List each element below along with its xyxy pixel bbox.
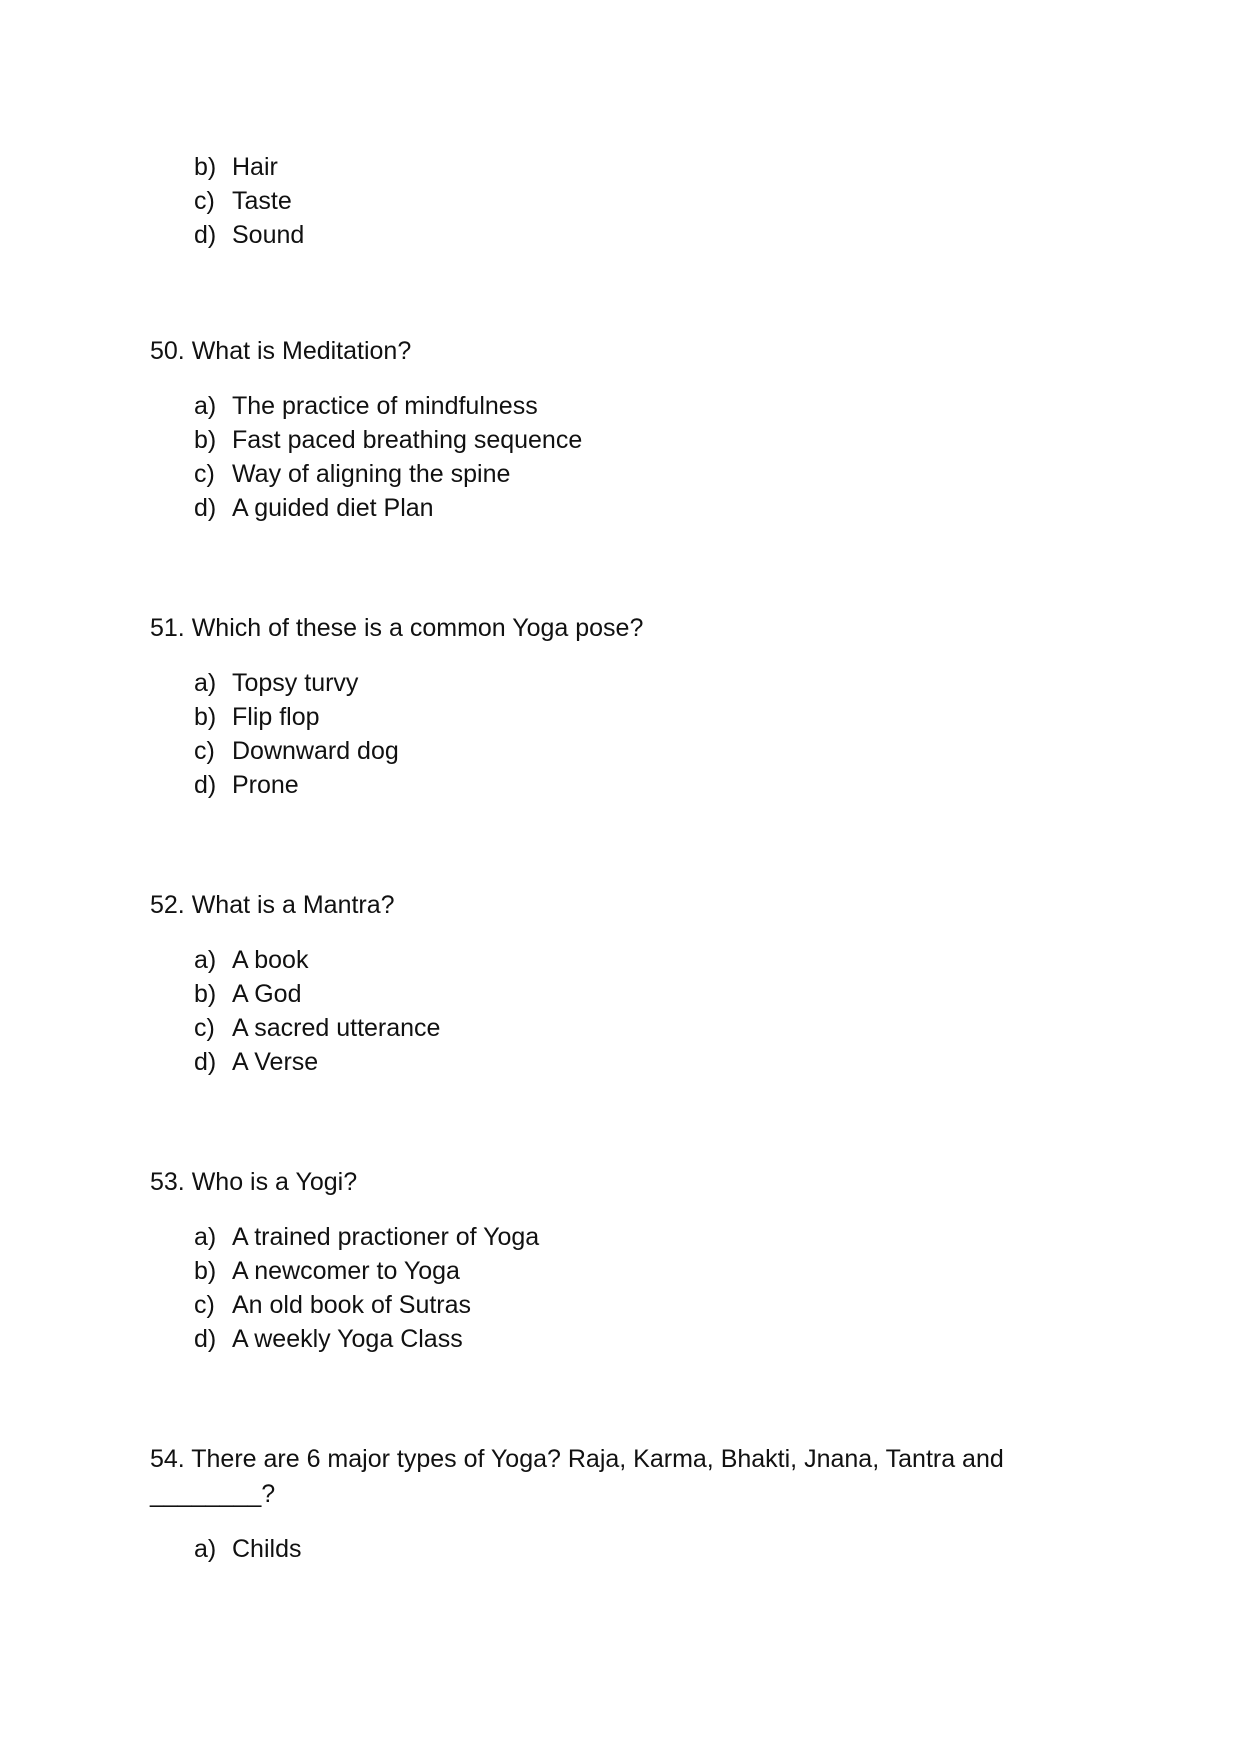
option-c xyxy=(194,457,510,491)
question-50: 50. What is Meditation? xyxy=(150,337,412,365)
question-53: 53. Who is a Yogi? xyxy=(150,1168,358,1196)
option-letter: a) xyxy=(194,669,217,697)
question-54-continuation: ________? xyxy=(150,1480,276,1508)
option-letter: b) xyxy=(194,980,217,1008)
option-text: Downward dog xyxy=(232,737,399,765)
option-d xyxy=(194,491,434,525)
option-d xyxy=(194,768,299,802)
option-letter: d) xyxy=(194,771,217,799)
option-text: Taste xyxy=(232,187,292,215)
option-text: Fast paced breathing sequence xyxy=(232,426,583,454)
option-letter: c) xyxy=(194,737,215,765)
option-letter: c) xyxy=(194,1014,215,1042)
option-b xyxy=(194,423,582,457)
option-text: Topsy turvy xyxy=(232,669,359,697)
option-text: Sound xyxy=(232,221,305,249)
option-a xyxy=(194,1220,539,1254)
option-text: Hair xyxy=(232,153,278,181)
option-c xyxy=(194,1288,471,1322)
option-letter: d) xyxy=(194,494,217,522)
question-51: 51. Which of these is a common Yoga pose? xyxy=(150,614,644,642)
option-b xyxy=(194,977,302,1011)
option-letter: b) xyxy=(194,426,217,454)
option-letter: d) xyxy=(194,1325,217,1353)
option-b xyxy=(194,700,320,734)
option-c xyxy=(194,184,292,218)
option-b xyxy=(194,1254,460,1288)
option-letter: c) xyxy=(194,460,215,488)
option-text: Way of aligning the spine xyxy=(232,460,511,488)
option-text: A trained practioner of Yoga xyxy=(232,1223,540,1251)
option-d xyxy=(194,1045,318,1079)
option-letter: d) xyxy=(194,221,217,249)
option-letter: a) xyxy=(194,1535,217,1563)
option-text: Flip flop xyxy=(232,703,320,731)
option-letter: a) xyxy=(194,1223,217,1251)
option-d xyxy=(194,218,304,252)
option-text: The practice of mindfulness xyxy=(232,392,538,420)
option-a xyxy=(194,666,358,700)
option-letter: c) xyxy=(194,1291,215,1319)
option-text: A guided diet Plan xyxy=(232,494,434,522)
option-a xyxy=(194,943,308,977)
option-b xyxy=(194,150,278,184)
option-text: A God xyxy=(232,980,302,1008)
option-letter: d) xyxy=(194,1048,217,1076)
option-text: An old book of Sutras xyxy=(232,1291,472,1319)
option-letter: a) xyxy=(194,946,217,974)
option-text: Childs xyxy=(232,1535,302,1563)
option-letter: b) xyxy=(194,703,217,731)
option-a xyxy=(194,1532,301,1566)
option-letter: b) xyxy=(194,1257,217,1285)
option-text: A book xyxy=(232,946,309,974)
option-text: A Verse xyxy=(232,1048,319,1076)
option-letter: c) xyxy=(194,187,215,215)
option-letter: a) xyxy=(194,392,217,420)
option-c xyxy=(194,734,399,768)
option-d xyxy=(194,1322,463,1356)
option-a xyxy=(194,389,538,423)
question-52: 52. What is a Mantra? xyxy=(150,891,395,919)
option-text: A sacred utterance xyxy=(232,1014,441,1042)
option-c xyxy=(194,1011,440,1045)
question-54: 54. There are 6 major types of Yoga? Raja, Karma, Bhakti, Jnana, Tantra and xyxy=(150,1445,1004,1473)
option-letter: b) xyxy=(194,153,217,181)
option-text: A newcomer to Yoga xyxy=(232,1257,460,1285)
option-text: A weekly Yoga Class xyxy=(232,1325,463,1353)
option-text: Prone xyxy=(232,771,299,799)
